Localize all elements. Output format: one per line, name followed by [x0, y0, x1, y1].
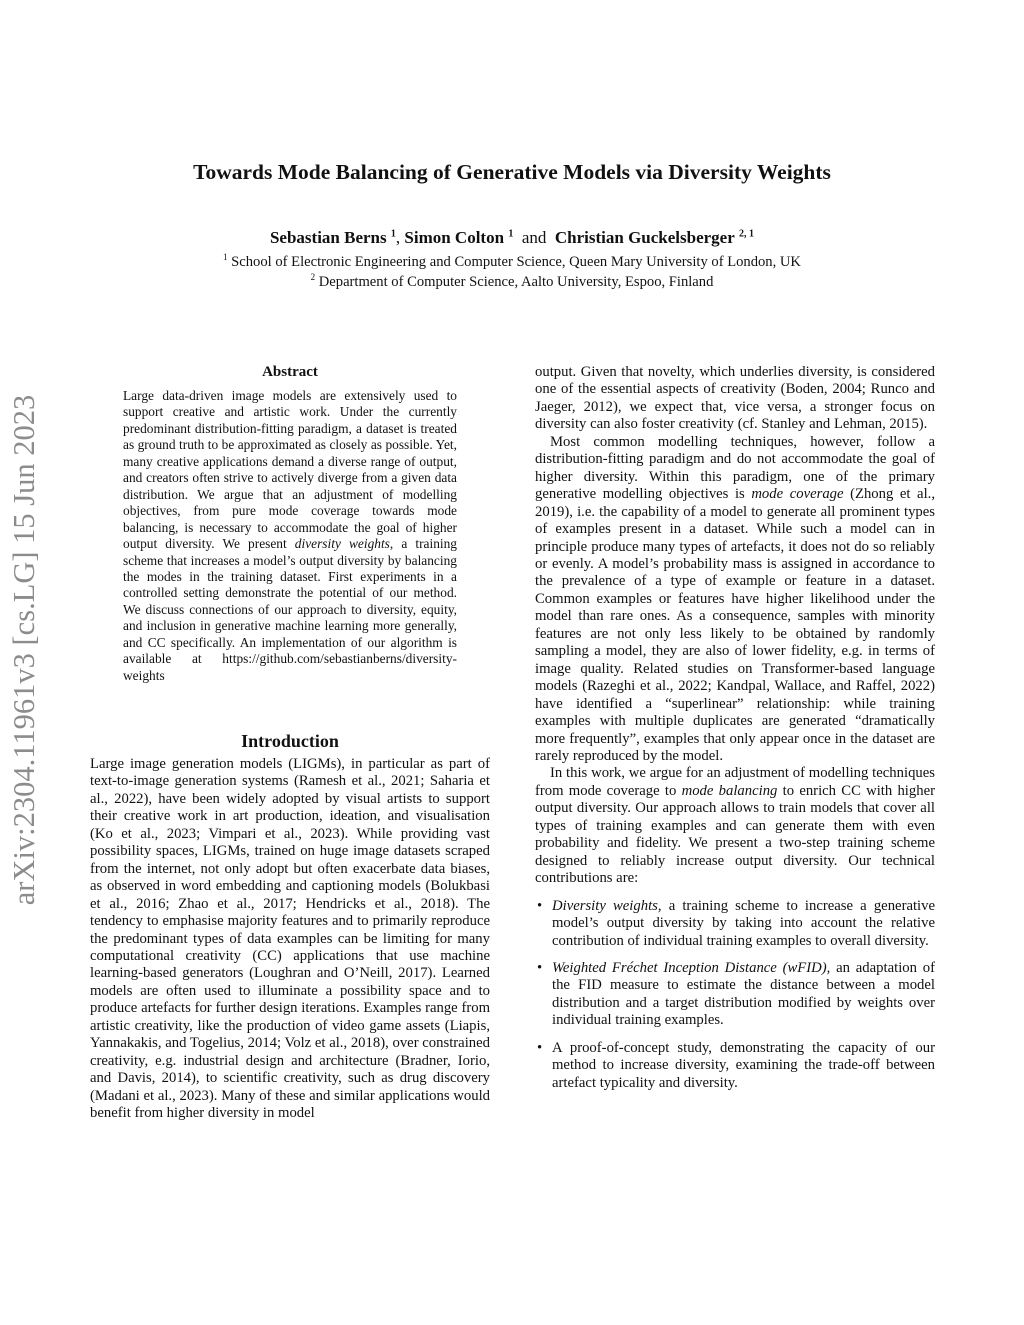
author-affil-mark: 1	[508, 228, 514, 240]
contributions-list	[535, 898, 935, 1093]
paper-title: Towards Mode Balancing of Generative Models via Diversity Weights	[193, 160, 831, 184]
author-affil-mark: 1	[390, 228, 396, 240]
affiliation-1	[0, 252, 1024, 271]
author-and: and	[521, 228, 547, 247]
paragraph-emphasis: mode balancing	[681, 782, 778, 799]
paragraph-mode-balancing	[535, 765, 935, 887]
paragraph-part: to enrich CC with higher output diversity. Our approach allows to train models that cover all types of training examples and can generate them with even probability and fidelity. We present a two-step training scheme designed to reliably increase output diversity. Our technical contributions are:	[535, 782, 935, 887]
contribution-title: Weighted Fréchet Inception Distance (wFID)	[552, 959, 827, 976]
affiliation-mark: 2	[310, 272, 316, 282]
paragraph-mode-coverage	[535, 434, 935, 766]
author-name: Simon Colton	[404, 228, 505, 247]
contribution-text: , an adaptation of the FID measure to estimate the distance between a model distribution and a target distribution modified by weights over individual training examples.	[552, 959, 935, 1029]
abstract-part: , a training scheme that increases a model’s output diversity by balancing the modes in the training dataset. First experiments in a controlled setting demonstrate the potential of our method. We discuss connections of our approach to diversity, equity, and inclusion in generative machine learning more generally, and CC specifically. An implementation of our algorithm is available at https://github.com/sebastianberns/diversity-weights	[123, 536, 457, 683]
abstract-text	[123, 388, 457, 684]
introduction-heading: Introduction	[241, 731, 339, 751]
paragraph-continued: output. Given that novelty, which underlies diversity, is considered one of the essential aspects of creativity (Boden, 2004; Runco and Jaeger, 2012), we expect that, vice versa, a stronger focus on diversity can also foster creativity (cf. Stanley and Lehman, 2015).	[535, 364, 935, 433]
abstract-heading: Abstract	[262, 364, 318, 380]
contribution-item	[535, 898, 935, 950]
affiliation-2	[0, 272, 1024, 291]
author-separator: ,	[395, 228, 401, 247]
intro-paragraph: Large image generation models (LIGMs), in particular as part of text-to-image generation systems (Ramesh et al., 2021; Saharia et al., 2022), have been widely adopted by visual artists to support their creative work in art production, ideation, and visualisation (Ko et al., 2023; Vimpari et al., 2023). While providing vast possibility spaces, LIGMs, trained on huge image datasets scraped from the internet, not only adopt but often exacerbate data biases, as observed in word embedding and captioning models (Bolukbasi et al., 2016; Zhao et al., 2017; Hendricks et al., 2018). The tendency to emphasise majority features and to primarily reproduce the predominant types of data examples can be limiting for many computational creativity (CC) applications that use machine learning-based generators (Loughran and O’Neill, 2017). Learned models are often used to illuminate a possibility space and to produce artefacts for further design iterations. Examples range from artistic creativity, like the production of video game assets (Liapis, Yannakakis, and Togelius, 2014; Volz et al., 2018), over constrained creativity, e.g. industrial design and architecture (Bradner, Iorio, and Davis, 2014), to scientific creativity, such as drug discovery (Madani et al., 2023). Many of these and similar applications would benefit from higher diversity in model	[90, 756, 490, 1122]
paragraph-part: (Zhong et al., 2019), i.e. the capability of a model to generate all prominent types of examples present in a dataset. While such a model can in principle produce many types of artefacts, it does not do so reliably or evenly. A model’s probability mass is assigned in accordance to the prevalence of a type of example or feature in a dataset. Common examples or features have higher likelihood under the model than rare ones. As a consequence, samples with minority features are not only less likely to be obtained by randomly sampling a model, they are also of lower fidelity, e.g. in terms of image quality. Related studies on Transformer-based language models (Razeghi et al., 2022; Kandpal, Wallace, and Raffel, 2022) have identified a “superlinear” relationship: while training examples with multiple duplicates are generated “dramatically more frequently”, examples that only appear once in the dataset are rarely reproduced by the model.	[535, 486, 935, 764]
affiliation-mark: 1	[223, 252, 228, 262]
bullet-icon: •	[537, 1039, 543, 1056]
contribution-item	[535, 1040, 935, 1092]
contribution-title: Diversity weights	[552, 897, 658, 914]
author-name: Christian Guckelsberger	[554, 228, 735, 247]
affiliation-text: Department of Computer Science, Aalto University, Espoo, Finland	[318, 273, 714, 290]
arxiv-identifier: arXiv:2304.11961v3 [cs.LG] 15 Jun 2023	[7, 394, 41, 906]
author-list	[0, 228, 1024, 248]
right-column	[535, 364, 935, 1102]
paragraph-part: In this work, we argue for an adjustment of modelling techniques from mode coverage to	[535, 765, 935, 799]
bullet-icon: •	[537, 959, 543, 976]
paragraph-part: Most common modelling techniques, however, follow a distribution-fitting paradigm and do not accommodate the goal of higher diversity. Within this paradigm, one of the primary generative modelling objectives is	[535, 433, 935, 503]
contribution-item	[535, 960, 935, 1030]
abstract-part: Large data-driven image models are extensively used to support creative and artistic work. Under the currently predominant distribution-fitting paradigm, a dataset is treated as ground truth to be approximated as closely as possible. Yet, many creative applications demand a diverse range of output, and creators often strive to actively diverge from a given data distribution. We argue that an adjustment of modelling objectives, from pure mode coverage towards mode balancing, is necessary to accommodate the goal of higher output diversity. We present	[123, 388, 457, 552]
author-affil-mark: 2, 1	[739, 228, 755, 240]
author-name: Sebastian Berns	[269, 228, 387, 247]
paragraph-emphasis: mode coverage	[751, 486, 844, 503]
contribution-text: A proof-of-concept study, demonstrating the capacity of our method to increase diversity, examining the trade-off between artefact typicality and diversity.	[552, 1039, 935, 1091]
abstract-emphasis: diversity weights	[294, 536, 390, 552]
contribution-text: , a training scheme to increase a generative model’s output diversity by taking into account the relative contribution of individual training examples to overall diversity.	[552, 897, 935, 949]
bullet-icon: •	[537, 897, 543, 914]
affiliation-text: School of Electronic Engineering and Computer Science, Queen Mary University of London, UK	[231, 253, 801, 270]
